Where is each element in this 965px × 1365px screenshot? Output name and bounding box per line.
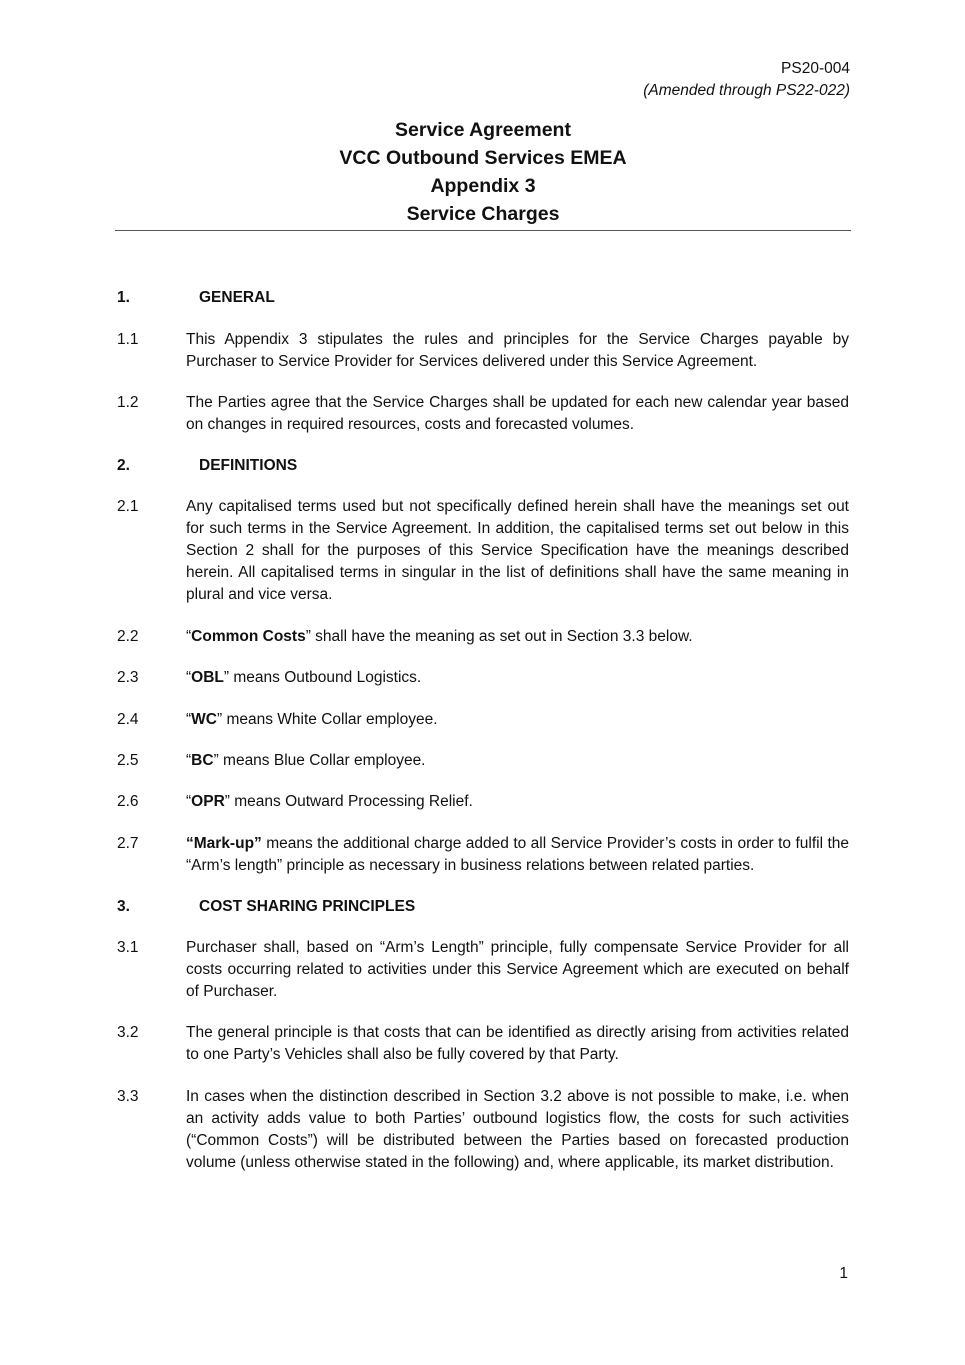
clause-number: 2.7 <box>117 835 139 852</box>
definition-text: ” means Outward Processing Relief. <box>224 793 473 810</box>
clause-text <box>186 667 849 689</box>
clause-1-1 <box>117 329 851 373</box>
clause-number: 2.1 <box>117 498 139 515</box>
clause-number: 2.3 <box>117 669 139 686</box>
defined-term: OBL <box>191 669 224 686</box>
section-number: 1. <box>117 289 130 306</box>
open-quote: “ <box>186 628 192 645</box>
definition-text: ” means Blue Collar employee. <box>213 752 426 769</box>
clause-number: 1.1 <box>117 331 139 348</box>
section-title: GENERAL <box>199 289 275 306</box>
section-number: 3. <box>117 898 130 915</box>
clause-number: 3.3 <box>117 1088 139 1105</box>
clause-text <box>186 709 849 731</box>
clause-number: 2.5 <box>117 752 139 769</box>
section-heading-cost-sharing <box>117 898 851 916</box>
clause-3-3 <box>117 1086 851 1174</box>
clause-text <box>186 750 849 772</box>
clause-text: Purchaser shall, based on “Arm’s Length” principle, fully compensate Service Provider for all costs occurring related to activities under this Service Agreement which are executed on behalf of Purchaser. <box>186 939 849 1000</box>
clause-number: 3.1 <box>117 939 139 956</box>
clause-number: 3.2 <box>117 1024 139 1041</box>
clause-text: This Appendix 3 stipulates the rules and principles for the Service Charges payable by Purchaser to Service Provider for Services delivered under this Service Agreement. <box>186 331 849 370</box>
clause-text: Any capitalised terms used but not specifically defined herein shall have the meanings set out for such terms in the Service Agreement. In addition, the capitalised terms set out below in this Section 2 shall for the purposes of this Service Specification have the meanings described herein. All capitalised terms in singular in the list of definitions shall have the same meaning in plural and vice versa. <box>186 498 849 603</box>
clause-text: The general principle is that costs that can be identified as directly arising from activities related to one Party’s Vehicles shall also be fully covered by that Party. <box>186 1024 849 1063</box>
section-heading-definitions <box>117 457 851 475</box>
clause-2-3 <box>117 667 851 689</box>
defined-term: OPR <box>191 793 225 810</box>
definition-text: means the additional charge added to all Service Provider’s costs in order to fulfil the “Arm’s length” principle as necessary in business relations between related parties. <box>186 835 849 874</box>
clause-number: 2.2 <box>117 628 139 645</box>
clause-2-1 <box>117 496 851 606</box>
defined-term: “Mark-up” <box>186 835 262 852</box>
clause-2-4 <box>117 709 851 731</box>
title-line-2: VCC Outbound Services EMEA <box>339 147 627 169</box>
page-number: 1 <box>839 1265 848 1282</box>
clause-text: The Parties agree that the Service Charges shall be updated for each new calendar year based on changes in required resources, costs and forecasted volumes. <box>186 394 849 433</box>
clause-2-6 <box>117 791 851 813</box>
clause-number: 1.2 <box>117 394 139 411</box>
defined-term: BC <box>191 752 214 769</box>
clause-text <box>186 833 849 877</box>
title-line-3: Appendix 3 <box>430 175 536 197</box>
clause-2-5 <box>117 750 851 772</box>
clause-text: In cases when the distinction described in Section 3.2 above is not possible to make, i.e. when an activity adds value to both Parties’ outbound logistics flow, the costs for such activities (“Common Costs”) will be distributed between the Parties based on forecasted production volume (unless otherwise stated in the following) and, where applicable, its market distribution. <box>186 1088 849 1171</box>
clause-1-2 <box>117 392 851 436</box>
title-line-4: Service Charges <box>406 203 560 225</box>
document-id: PS20-004 <box>781 60 850 77</box>
title-divider <box>115 230 851 231</box>
open-quote: “ <box>186 793 192 810</box>
clause-2-7 <box>117 833 851 877</box>
clause-number: 2.6 <box>117 793 139 810</box>
defined-term: Common Costs <box>191 628 306 645</box>
open-quote: “ <box>186 669 192 686</box>
definition-text: ” shall have the meaning as set out in Section 3.3 below. <box>305 628 693 645</box>
clause-number: 2.4 <box>117 711 139 728</box>
clause-2-2 <box>117 626 851 648</box>
document-title <box>115 116 851 228</box>
clause-3-1 <box>117 937 851 1003</box>
section-title: COST SHARING PRINCIPLES <box>199 898 416 915</box>
defined-term: WC <box>191 711 217 728</box>
open-quote: “ <box>186 752 192 769</box>
section-title: DEFINITIONS <box>199 457 298 474</box>
section-number: 2. <box>117 457 130 474</box>
document-reference <box>643 58 850 102</box>
amendment-note: (Amended through PS22-022) <box>643 82 850 99</box>
clause-text <box>186 626 849 648</box>
definition-text: ” means Outbound Logistics. <box>223 669 422 686</box>
section-heading-general <box>117 289 851 307</box>
title-line-1: Service Agreement <box>395 119 571 141</box>
open-quote: “ <box>186 711 192 728</box>
clause-3-2 <box>117 1022 851 1066</box>
clause-text <box>186 791 849 813</box>
definition-text: ” means White Collar employee. <box>217 711 438 728</box>
